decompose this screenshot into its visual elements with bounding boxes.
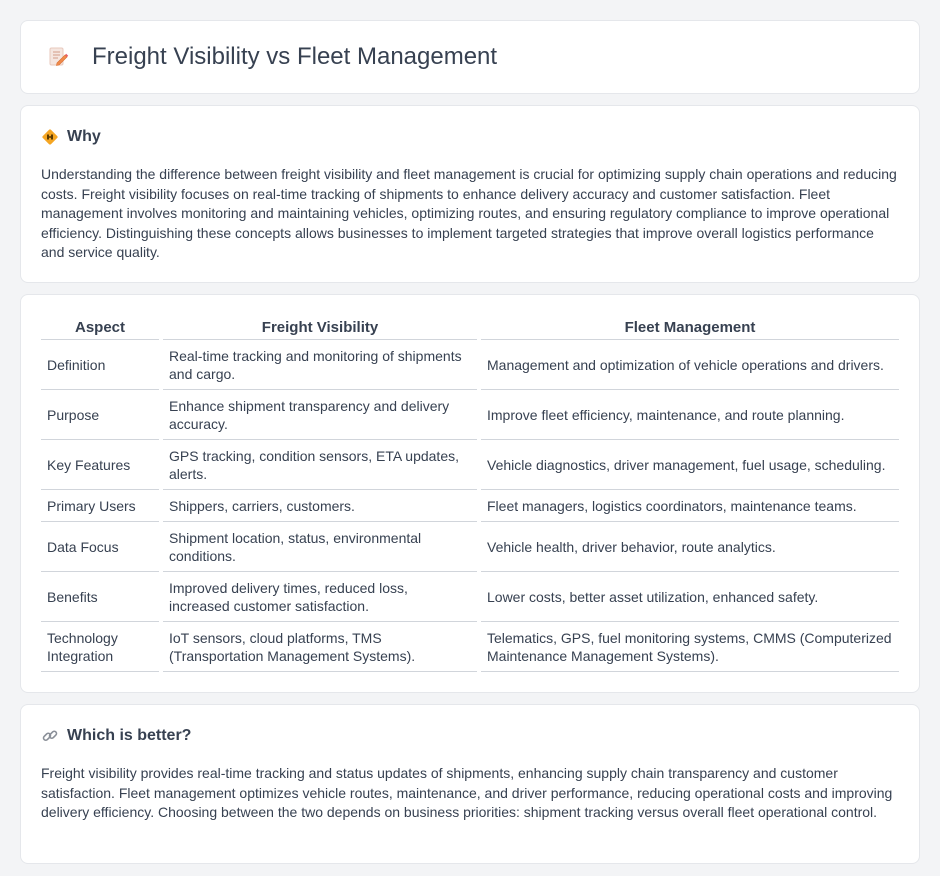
row-freight-visibility: Improved delivery times, reduced loss, increased customer satisfaction.: [163, 572, 477, 622]
row-aspect: Purpose: [41, 390, 159, 440]
row-aspect: Definition: [41, 340, 159, 390]
warning-diamond-icon: [41, 128, 59, 146]
row-aspect: Primary Users: [41, 490, 159, 522]
table-row: [41, 440, 899, 490]
row-aspect: Key Features: [41, 440, 159, 490]
table-row: [41, 622, 899, 672]
row-freight-visibility: Shippers, carriers, customers.: [163, 490, 477, 522]
column-header-aspect: Aspect: [41, 315, 159, 340]
table-row: [41, 390, 899, 440]
better-heading: Which is better?: [67, 727, 192, 744]
why-section: [20, 105, 920, 283]
row-aspect: Benefits: [41, 572, 159, 622]
row-fleet-management: Lower costs, better asset utilization, enhanced safety.: [481, 572, 899, 622]
better-header: [41, 725, 899, 747]
comparison-card: [20, 294, 920, 693]
table-header-row: [41, 315, 899, 340]
row-aspect: Data Focus: [41, 522, 159, 572]
column-header-fleet-management: Fleet Management: [481, 315, 899, 340]
memo-pencil-icon: [47, 46, 69, 68]
row-fleet-management: Telematics, GPS, fuel monitoring systems, CMMS (Computerized Maintenance Management Systems).: [481, 622, 899, 672]
link-icon: [41, 727, 59, 745]
table-row: [41, 490, 899, 522]
row-freight-visibility: GPS tracking, condition sensors, ETA updates, alerts.: [163, 440, 477, 490]
why-text: Understanding the difference between freight visibility and fleet management is crucial for optimizing supply chain operations and reducing costs. Freight visibility focuses on real-time tracking of shipments to enhance delivery accuracy and customer satisfaction. Fleet management involves monitoring and maintaining vehicles, optimizing routes, and ensuring regulatory compliance to improve operational efficiency. Distinguishing these concepts allows businesses to implement targeted strategies that improve overall logistics performance and service quality.: [41, 166, 897, 261]
table-row: [41, 340, 899, 390]
row-freight-visibility: Shipment location, status, environmental conditions.: [163, 522, 477, 572]
row-freight-visibility: Real-time tracking and monitoring of shipments and cargo.: [163, 340, 477, 390]
row-aspect: Technology Integration: [41, 622, 159, 672]
page-title: Freight Visibility vs Fleet Management: [92, 43, 498, 70]
row-fleet-management: Vehicle diagnostics, driver management, fuel usage, scheduling.: [481, 440, 899, 490]
table-row: [41, 572, 899, 622]
row-fleet-management: Management and optimization of vehicle operations and drivers.: [481, 340, 899, 390]
table-row: [41, 522, 899, 572]
which-is-better-section: [20, 704, 920, 864]
row-freight-visibility: Enhance shipment transparency and delivery accuracy.: [163, 390, 477, 440]
row-fleet-management: Fleet managers, logistics coordinators, maintenance teams.: [481, 490, 899, 522]
row-fleet-management: Vehicle health, driver behavior, route analytics.: [481, 522, 899, 572]
column-header-freight-visibility: Freight Visibility: [163, 315, 477, 340]
better-text: Freight visibility provides real-time tracking and status updates of shipments, enhancing supply chain transparency and customer satisfaction. Fleet management optimizes vehicle routes, maintenance, and driver performance, reducing operational costs and improving delivery efficiency. Choosing between the two depends on business priorities: shipment tracking versus overall fleet operational control.: [41, 765, 893, 821]
comparison-table: [37, 315, 903, 672]
row-fleet-management: Improve fleet efficiency, maintenance, and route planning.: [481, 390, 899, 440]
why-heading: Why: [67, 128, 101, 145]
why-header: [41, 126, 899, 148]
title-card: [20, 20, 920, 94]
row-freight-visibility: IoT sensors, cloud platforms, TMS (Transportation Management Systems).: [163, 622, 477, 672]
